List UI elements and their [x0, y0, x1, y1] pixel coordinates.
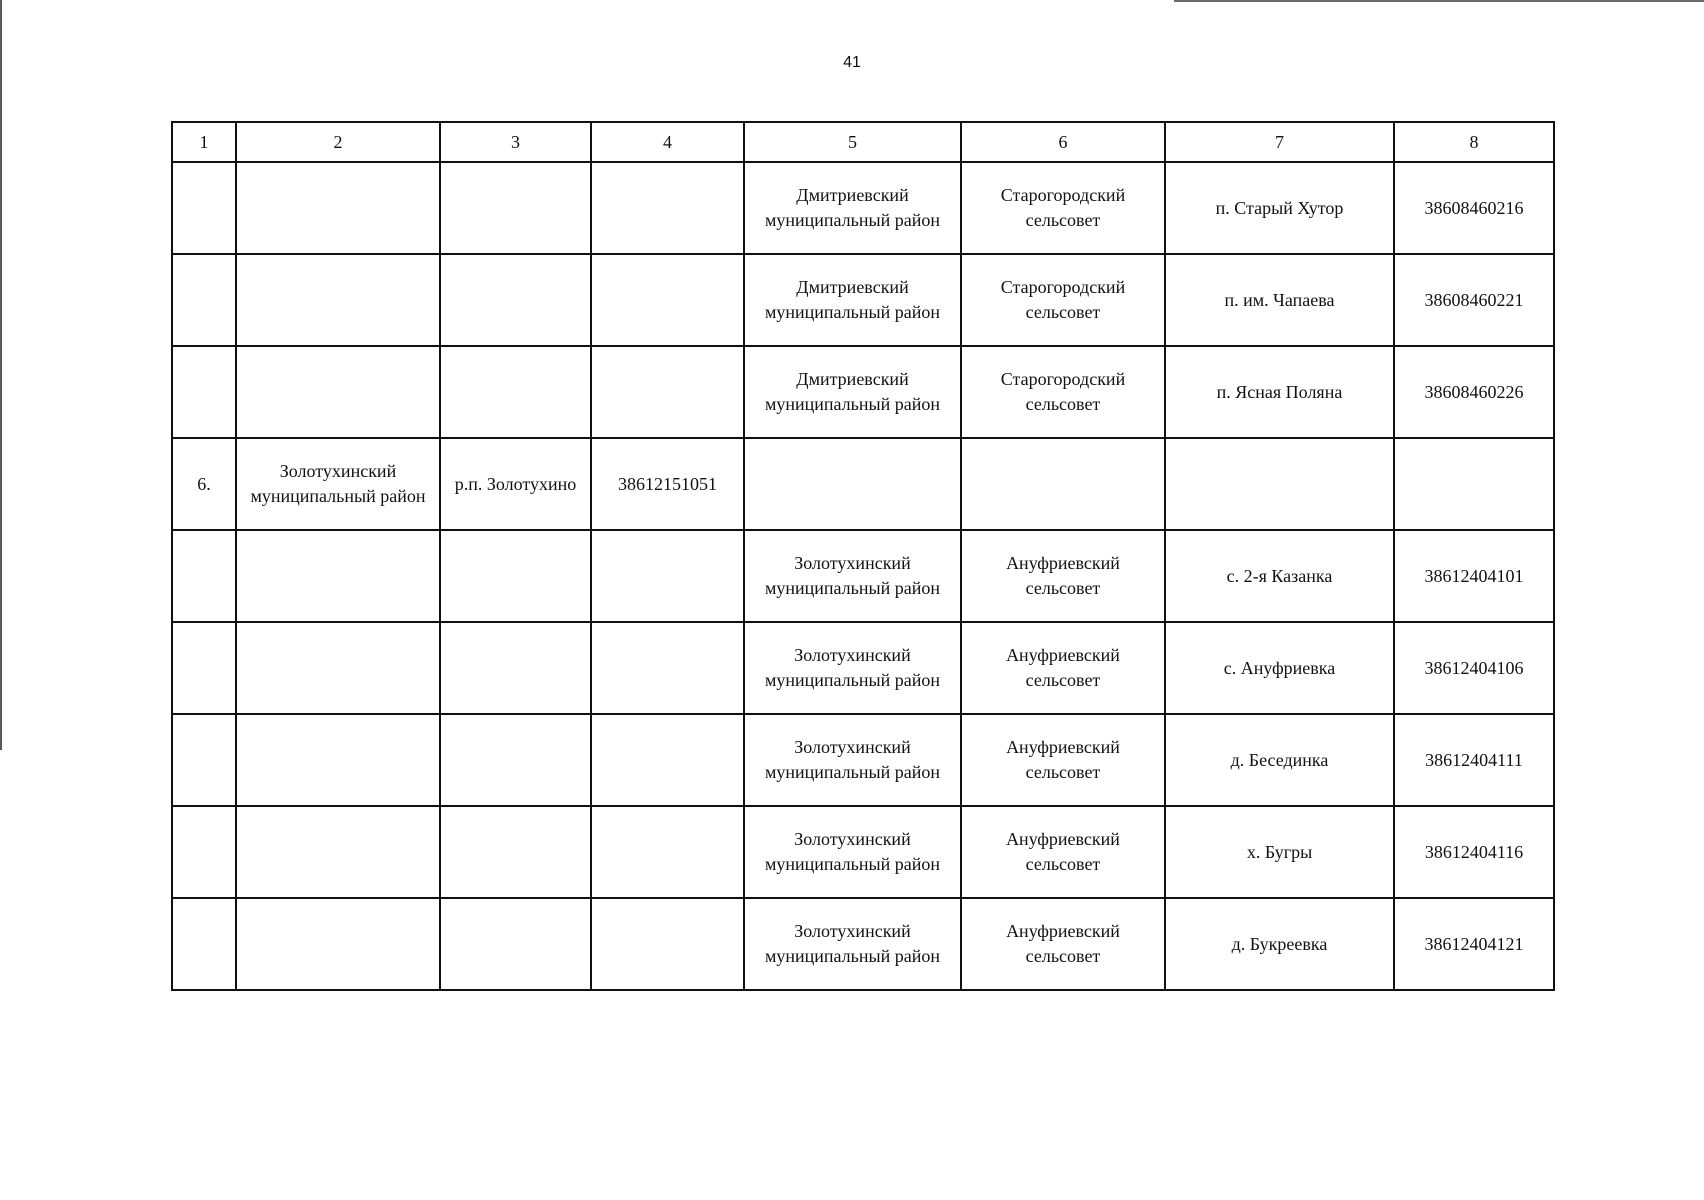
cell-code	[591, 898, 744, 990]
cell-number	[172, 530, 236, 622]
cell-municipal-district: Золотухинский муниципальный район	[744, 806, 961, 898]
cell-municipal-district: Дмитриевский муниципальный район	[744, 254, 961, 346]
cell-settlement	[440, 162, 591, 254]
cell-district	[236, 162, 440, 254]
cell-district: Золотухинский муниципальный район	[236, 438, 440, 530]
scan-edge-top	[1174, 0, 1704, 2]
table-row	[172, 806, 1554, 898]
header-cell-2: 2	[236, 122, 440, 162]
cell-oktmo-code: 38612404106	[1394, 622, 1554, 714]
cell-oktmo-code: 38612404101	[1394, 530, 1554, 622]
cell-settlement	[440, 714, 591, 806]
cell-oktmo-code: 38608460221	[1394, 254, 1554, 346]
cell-oktmo-code: 38612404121	[1394, 898, 1554, 990]
table-row	[172, 622, 1554, 714]
cell-district	[236, 254, 440, 346]
cell-settlement	[440, 898, 591, 990]
cell-locality: п. Ясная Поляна	[1165, 346, 1394, 438]
cell-settlement	[440, 806, 591, 898]
cell-municipal-district: Дмитриевский муниципальный район	[744, 162, 961, 254]
cell-district	[236, 622, 440, 714]
cell-code	[591, 254, 744, 346]
cell-settlement	[440, 254, 591, 346]
header-cell-8: 8	[1394, 122, 1554, 162]
cell-code	[591, 162, 744, 254]
header-cell-1: 1	[172, 122, 236, 162]
cell-locality: х. Бугры	[1165, 806, 1394, 898]
cell-council: Ануфриевский сельсовет	[961, 714, 1165, 806]
cell-settlement: р.п. Золотухино	[440, 438, 591, 530]
cell-locality: с. 2-я Казанка	[1165, 530, 1394, 622]
header-cell-7: 7	[1165, 122, 1394, 162]
cell-district	[236, 898, 440, 990]
cell-council: Ануфриевский сельсовет	[961, 622, 1165, 714]
cell-municipal-district: Золотухинский муниципальный район	[744, 530, 961, 622]
header-cell-6: 6	[961, 122, 1165, 162]
cell-number	[172, 162, 236, 254]
cell-number	[172, 622, 236, 714]
cell-code	[591, 346, 744, 438]
cell-settlement	[440, 622, 591, 714]
cell-locality: п. Старый Хутор	[1165, 162, 1394, 254]
page-number: 41	[843, 54, 861, 71]
cell-district	[236, 346, 440, 438]
cell-code	[591, 714, 744, 806]
cell-municipal-district	[744, 438, 961, 530]
table-row	[172, 714, 1554, 806]
cell-number: 6.	[172, 438, 236, 530]
table-row	[172, 254, 1554, 346]
table-row	[172, 346, 1554, 438]
cell-number	[172, 898, 236, 990]
cell-code	[591, 806, 744, 898]
cell-number	[172, 254, 236, 346]
cell-oktmo-code: 38608460226	[1394, 346, 1554, 438]
cell-council	[961, 438, 1165, 530]
cell-locality: д. Букреевка	[1165, 898, 1394, 990]
cell-number	[172, 346, 236, 438]
header-cell-5: 5	[744, 122, 961, 162]
table-row	[172, 162, 1554, 254]
header-cell-3: 3	[440, 122, 591, 162]
cell-municipal-district: Золотухинский муниципальный район	[744, 898, 961, 990]
cell-district	[236, 530, 440, 622]
cell-council: Ануфриевский сельсовет	[961, 530, 1165, 622]
cell-council: Ануфриевский сельсовет	[961, 898, 1165, 990]
cell-settlement	[440, 530, 591, 622]
cell-settlement	[440, 346, 591, 438]
cell-code: 38612151051	[591, 438, 744, 530]
table-row	[172, 530, 1554, 622]
cell-district	[236, 806, 440, 898]
cell-code	[591, 622, 744, 714]
cell-locality: с. Ануфриевка	[1165, 622, 1394, 714]
cell-number	[172, 806, 236, 898]
cell-locality: п. им. Чапаева	[1165, 254, 1394, 346]
header-row	[172, 122, 1554, 162]
cell-locality	[1165, 438, 1394, 530]
header-cell-4: 4	[591, 122, 744, 162]
cell-oktmo-code: 38612404111	[1394, 714, 1554, 806]
cell-district	[236, 714, 440, 806]
cell-oktmo-code: 38608460216	[1394, 162, 1554, 254]
cell-code	[591, 530, 744, 622]
cell-oktmo-code: 38612404116	[1394, 806, 1554, 898]
cell-municipal-district: Дмитриевский муниципальный район	[744, 346, 961, 438]
table-row	[172, 438, 1554, 530]
cell-council: Старогородский сельсовет	[961, 346, 1165, 438]
cell-oktmo-code	[1394, 438, 1554, 530]
scan-edge-left	[0, 0, 2, 750]
register-table	[171, 121, 1555, 991]
cell-locality: д. Бесединка	[1165, 714, 1394, 806]
cell-council: Ануфриевский сельсовет	[961, 806, 1165, 898]
cell-council: Старогородский сельсовет	[961, 254, 1165, 346]
cell-number	[172, 714, 236, 806]
cell-council: Старогородский сельсовет	[961, 162, 1165, 254]
table-body	[172, 122, 1554, 990]
table-row	[172, 898, 1554, 990]
cell-municipal-district: Золотухинский муниципальный район	[744, 714, 961, 806]
cell-municipal-district: Золотухинский муниципальный район	[744, 622, 961, 714]
